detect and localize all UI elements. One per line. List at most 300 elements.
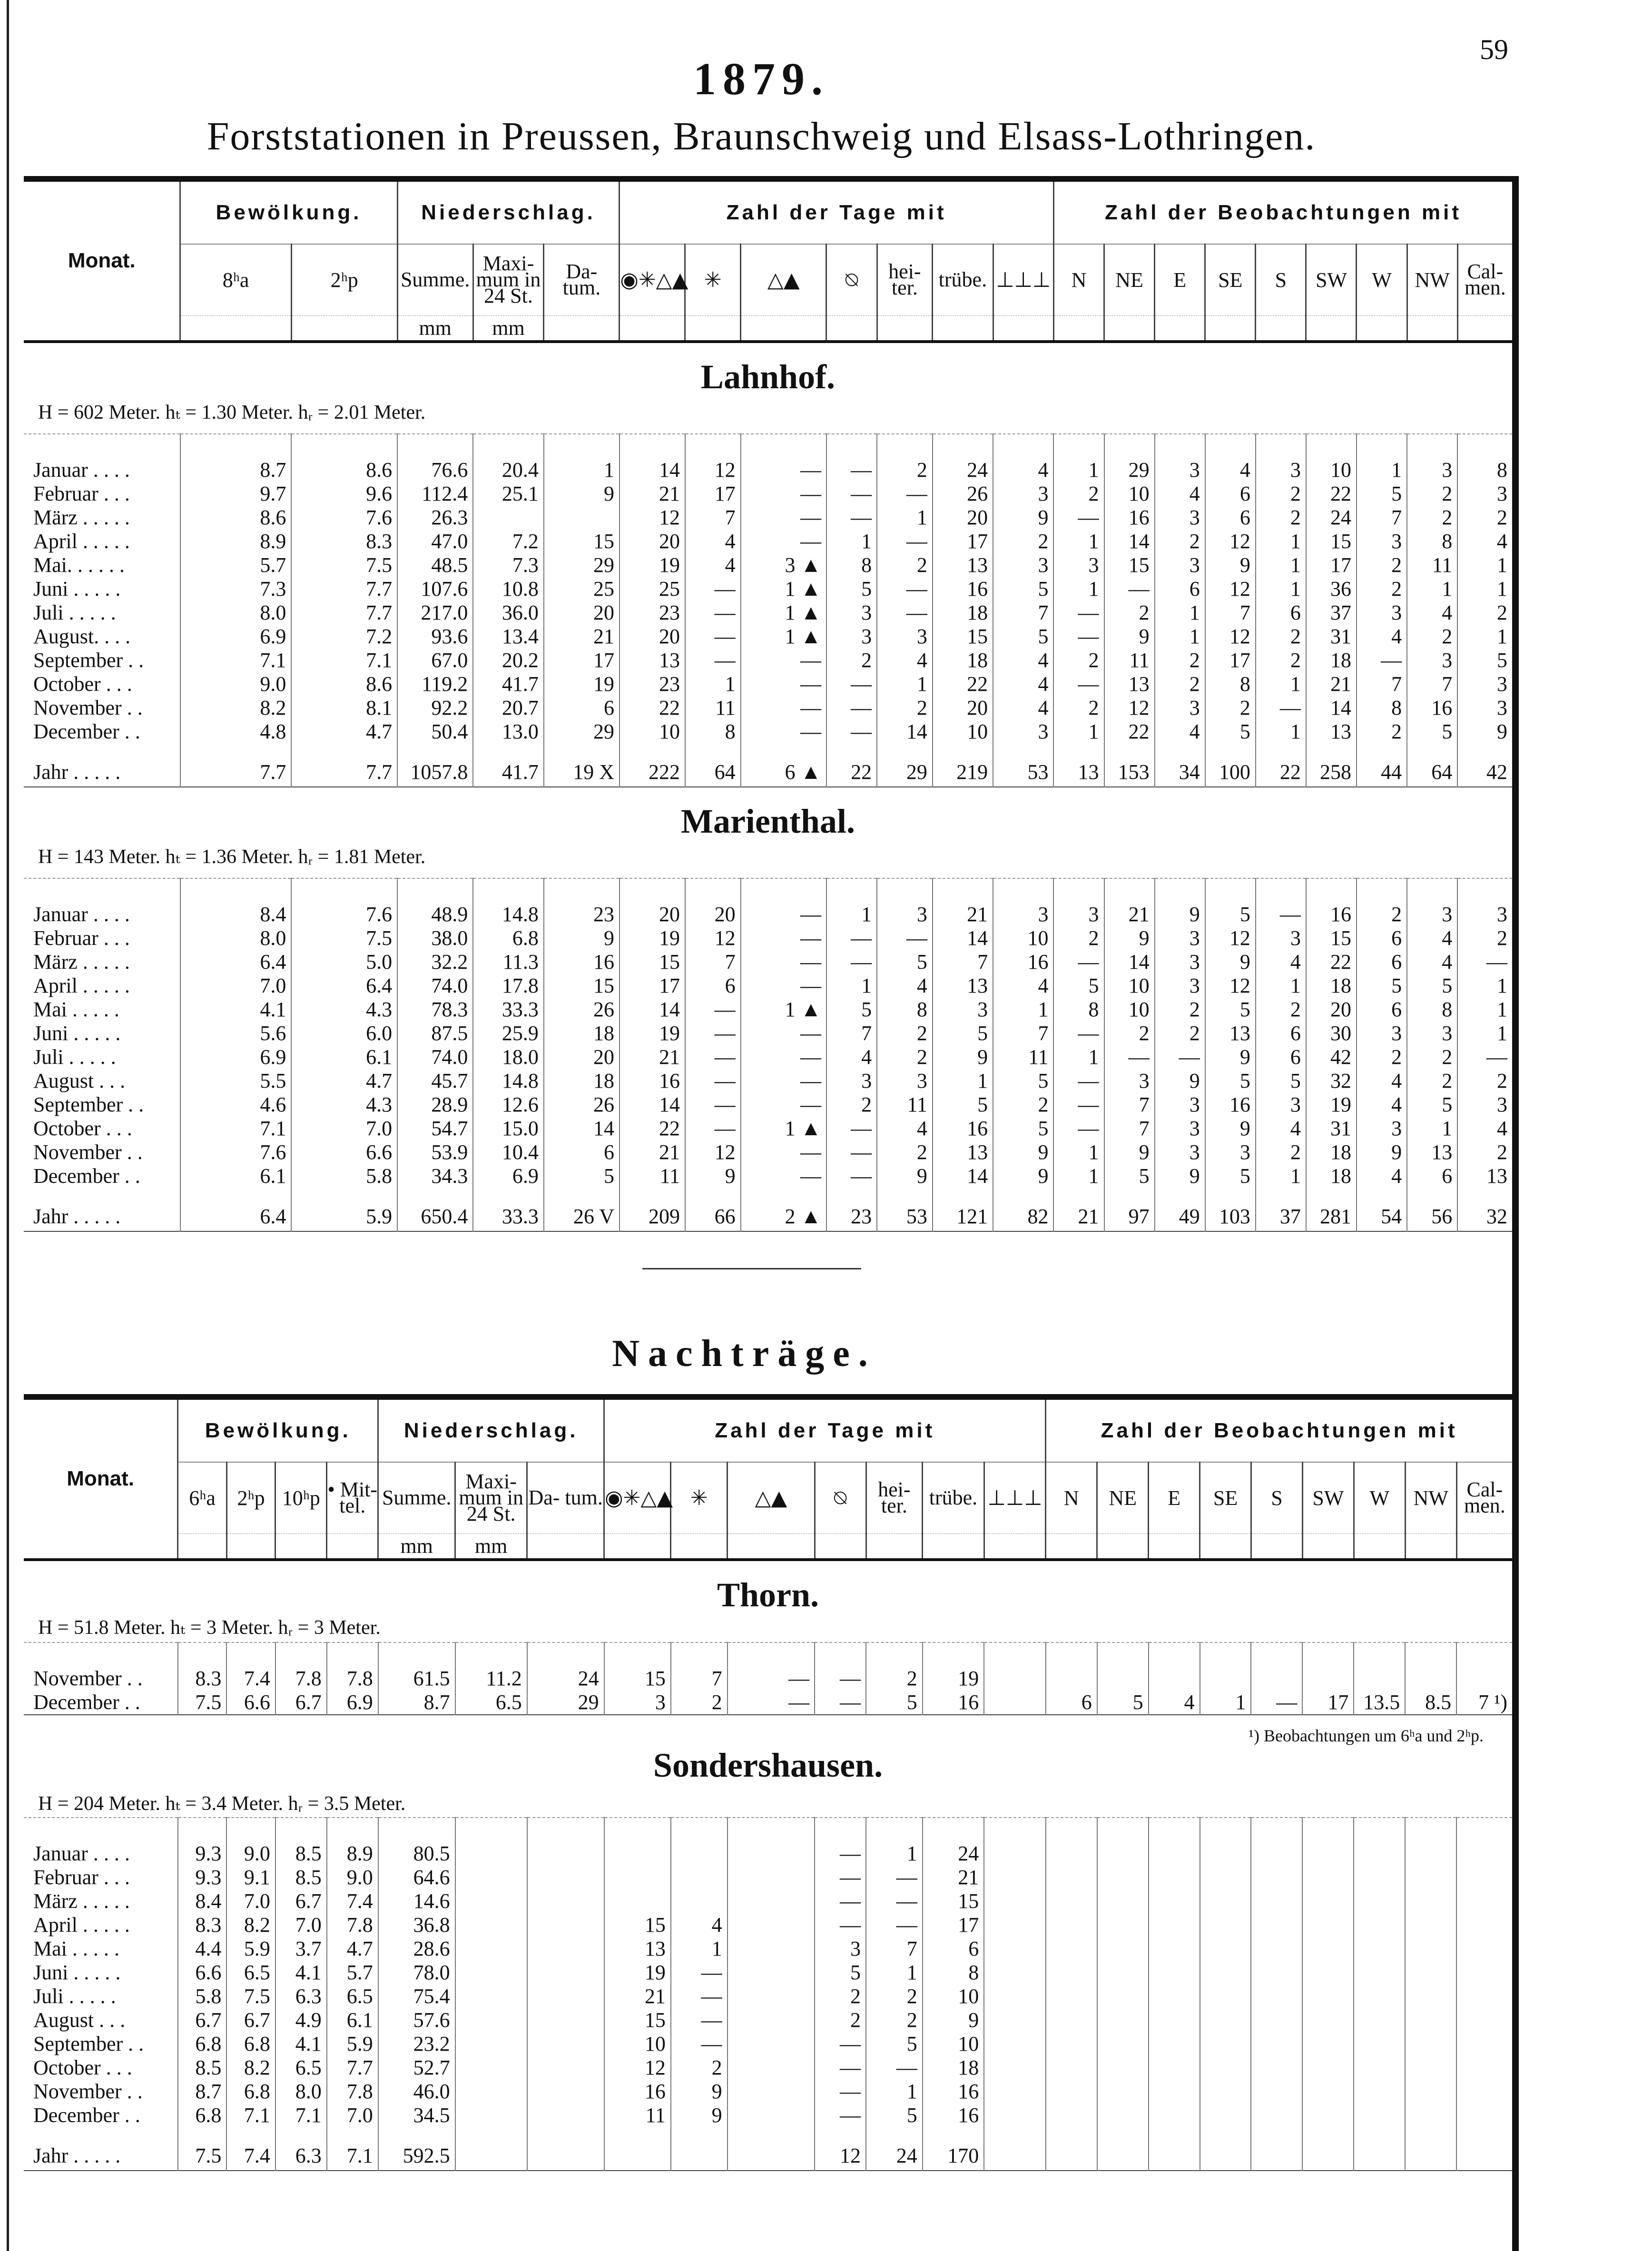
value-cell: 5 <box>993 1117 1053 1140</box>
value-cell <box>1097 1985 1149 2008</box>
value-cell: 2 <box>815 2008 866 2032</box>
value-cell: 4 <box>1256 1117 1306 1140</box>
header-wind-se: SE <box>1200 1462 1251 1533</box>
value-cell <box>728 1961 815 1985</box>
value-cell: 4.3 <box>291 1093 397 1117</box>
value-cell: 3 <box>993 553 1053 577</box>
value-cell <box>728 1866 815 1889</box>
value-cell <box>455 1866 527 1889</box>
value-cell: 1 <box>1200 1691 1251 1715</box>
value-cell: 4 <box>685 553 741 577</box>
value-cell: 3 <box>1357 601 1407 625</box>
right-border-rule <box>1512 176 1519 2251</box>
value-cell: 6.7 <box>275 1889 327 1913</box>
value-cell: 3 <box>933 998 993 1022</box>
value-cell: 1 <box>1457 998 1512 1022</box>
value-cell: 1 <box>866 1818 923 1866</box>
value-cell: 2 <box>1155 530 1205 553</box>
value-cell: 29 <box>527 1691 604 1715</box>
value-cell <box>984 2104 1046 2127</box>
value-cell: — <box>741 950 826 974</box>
value-cell: 9.3 <box>178 1818 227 1866</box>
value-cell: — <box>1053 506 1104 530</box>
value-cell: 4 <box>1256 950 1306 974</box>
value-cell: — <box>1053 1117 1104 1140</box>
value-cell: 5 <box>993 625 1053 649</box>
value-cell: 6.3 <box>275 1985 327 2008</box>
value-cell: — <box>815 1691 866 1715</box>
value-cell: 2 <box>1155 1022 1205 1045</box>
value-cell: 1 <box>1457 625 1512 649</box>
value-cell: 9 <box>923 2008 984 2032</box>
value-cell: 5 <box>877 950 933 974</box>
value-cell: 9 <box>1104 625 1155 649</box>
value-cell: 31 <box>1306 1117 1357 1140</box>
header-mittel: • Mit- tel. <box>327 1462 378 1533</box>
header-monat: Monat. <box>68 249 136 273</box>
value-cell <box>1097 1913 1149 1937</box>
value-cell: — <box>741 878 826 926</box>
value-cell: 7.5 <box>178 2127 227 2171</box>
month-cell: Mai . . . . . <box>33 997 119 1021</box>
value-cell: 7 <box>671 1642 728 1691</box>
value-cell <box>1200 1818 1251 1866</box>
value-cell: 9.0 <box>180 672 291 696</box>
unit-mm: mm <box>473 315 544 340</box>
value-cell: 1 <box>1256 530 1306 553</box>
value-cell <box>728 1937 815 1961</box>
value-cell: 2 <box>1407 506 1457 530</box>
value-cell: 3 <box>1457 482 1512 506</box>
value-cell: 26.3 <box>397 506 473 530</box>
value-cell: 15.0 <box>473 1117 544 1140</box>
value-cell: 6.6 <box>226 1691 275 1715</box>
value-cell: 23 <box>620 601 685 625</box>
value-cell: 9 <box>671 2104 728 2127</box>
value-cell: 8.5 <box>275 1818 327 1866</box>
value-cell: 4 <box>826 1045 877 1069</box>
value-cell <box>1405 2056 1456 2080</box>
value-cell <box>1046 2056 1097 2080</box>
table-row <box>24 1866 1512 1889</box>
value-cell <box>984 1937 1046 1961</box>
value-cell: — <box>866 1866 923 1889</box>
value-cell: 153 <box>1104 744 1155 787</box>
value-cell: 4 <box>1407 601 1457 625</box>
value-cell: 80.5 <box>378 1818 455 1866</box>
value-cell: — <box>685 1093 741 1117</box>
value-cell: 14.6 <box>378 1889 455 1913</box>
value-cell: 5 <box>1097 1691 1149 1715</box>
value-cell: 6.4 <box>180 1188 291 1231</box>
value-cell: 3 <box>1256 1093 1306 1117</box>
value-cell: 7.6 <box>291 506 397 530</box>
value-cell: — <box>741 1093 826 1117</box>
value-cell: 7.1 <box>275 2104 327 2127</box>
table-row <box>24 577 1512 601</box>
value-cell <box>1456 1937 1512 1961</box>
value-cell: 7.0 <box>226 1889 275 1913</box>
value-cell: 32 <box>1306 1069 1357 1093</box>
header-niederschlag: Niederschlag. <box>397 182 620 244</box>
value-cell: 8.2 <box>180 696 291 720</box>
value-cell: 7 <box>866 1937 923 1961</box>
hail-days-icon: △▲ <box>741 244 826 315</box>
value-cell: 18 <box>1306 649 1357 672</box>
value-cell: 6 <box>544 696 620 720</box>
value-cell: 5 <box>933 1022 993 1045</box>
value-cell: — <box>1104 577 1155 601</box>
value-cell: 3 <box>1155 553 1205 577</box>
value-cell: 6 <box>1357 926 1407 950</box>
value-cell: 3 <box>1457 878 1512 926</box>
table-row <box>24 649 1512 672</box>
value-cell <box>527 1937 604 1961</box>
value-cell: 3 <box>815 1937 866 1961</box>
value-cell <box>1456 1818 1512 1866</box>
value-cell: 22 <box>933 672 993 696</box>
value-cell: — <box>1256 878 1306 926</box>
value-cell <box>1097 2080 1149 2104</box>
value-cell: — <box>877 601 933 625</box>
header-wind-nw: NW <box>1405 1462 1456 1533</box>
value-cell: 5 <box>1205 1069 1256 1093</box>
value-cell: 21 <box>1104 878 1155 926</box>
value-cell: 2 <box>1407 1045 1457 1069</box>
value-cell: 74.0 <box>397 1045 473 1069</box>
value-cell: 6 <box>1205 506 1256 530</box>
value-cell: 7.5 <box>291 926 397 950</box>
value-cell: — <box>1053 950 1104 974</box>
value-cell: 32 <box>1457 1188 1512 1231</box>
month-cell: März . . . . . <box>33 1889 130 1913</box>
value-cell: 23.2 <box>378 2032 455 2056</box>
month-cell: Jahr . . . . . <box>33 760 121 784</box>
value-cell: 11 <box>604 2104 671 2127</box>
month-cell: Juli . . . . . <box>33 1045 116 1069</box>
value-cell: 5.9 <box>226 1937 275 1961</box>
value-cell <box>1354 1961 1405 1985</box>
table-row <box>24 553 1512 577</box>
value-cell: 7 <box>993 1022 1053 1045</box>
value-cell: 12.6 <box>473 1093 544 1117</box>
value-cell: 1 ▲ <box>741 625 826 649</box>
value-cell <box>1251 2104 1302 2127</box>
table-row <box>24 1937 1512 1961</box>
value-cell <box>1200 2104 1251 2127</box>
value-cell: 7.5 <box>226 1985 275 2008</box>
value-cell: 6.8 <box>178 2032 227 2056</box>
value-cell: 23 <box>544 878 620 926</box>
value-cell <box>604 1866 671 1889</box>
month-cell: Januar . . . . <box>33 458 130 482</box>
value-cell: 25.1 <box>473 482 544 506</box>
value-cell: 7 <box>993 601 1053 625</box>
value-cell: 20 <box>620 530 685 553</box>
value-cell: 10 <box>604 2032 671 2056</box>
value-cell: 3 <box>1407 434 1457 482</box>
table-row <box>24 2056 1512 2080</box>
value-cell: 3 <box>1357 530 1407 553</box>
value-cell: 8.3 <box>178 1913 227 1937</box>
value-cell: 3 <box>1256 926 1306 950</box>
value-cell: — <box>685 1117 741 1140</box>
value-cell <box>984 2080 1046 2104</box>
station-name: Marienthal. <box>681 802 855 840</box>
value-cell <box>984 1866 1046 1889</box>
value-cell: — <box>1053 601 1104 625</box>
header-6ha: 6ʰa <box>178 1462 227 1533</box>
thorn-table <box>24 1642 1512 1715</box>
value-cell: 1 <box>1457 577 1512 601</box>
value-cell: 14 <box>1104 950 1155 974</box>
value-cell <box>1251 1937 1302 1961</box>
value-cell: 20 <box>685 878 741 926</box>
value-cell <box>1149 1818 1200 1866</box>
value-cell: 16 <box>933 577 993 601</box>
value-cell <box>1302 2032 1354 2056</box>
month-cell: October . . . <box>33 1116 132 1140</box>
value-cell: — <box>741 720 826 744</box>
header-8ha: 8ʰa <box>180 244 291 315</box>
value-cell: 6 <box>1046 1691 1097 1715</box>
value-cell: 17.8 <box>473 974 544 998</box>
value-cell: — <box>815 1642 866 1691</box>
value-cell <box>1354 2056 1405 2080</box>
value-cell: — <box>741 672 826 696</box>
value-cell: 2 <box>1256 506 1306 530</box>
value-cell: 16 <box>923 1691 984 1715</box>
value-cell: 8 <box>1407 998 1457 1022</box>
table-row <box>24 720 1512 744</box>
value-cell: 57.6 <box>378 2008 455 2032</box>
value-cell: 75.4 <box>378 1985 455 2008</box>
value-cell: — <box>815 2104 866 2127</box>
value-cell: 10 <box>933 720 993 744</box>
value-cell: 22 <box>826 744 877 787</box>
header-truebe: trübe. <box>923 1462 984 1533</box>
month-cell: Februar . . . <box>33 482 130 505</box>
value-cell: 50.4 <box>397 720 473 744</box>
value-cell: 2 <box>1104 601 1155 625</box>
value-cell: 16 <box>620 1069 685 1093</box>
value-cell: 5.9 <box>327 2032 378 2056</box>
value-cell: 10 <box>1104 482 1155 506</box>
value-cell: — <box>1053 672 1104 696</box>
value-cell <box>1251 1818 1302 1866</box>
month-cell: April . . . . . <box>33 1913 130 1936</box>
header-zahl-tage: Zahl der Tage mit <box>604 1400 1046 1462</box>
month-cell: Juni . . . . . <box>33 1960 121 1984</box>
value-cell: 21 <box>1053 1188 1104 1231</box>
station-name: Sondershausen. <box>653 1746 883 1784</box>
value-cell: 2 <box>1256 1140 1306 1164</box>
value-cell: 9 <box>1357 1140 1407 1164</box>
value-cell: 6 <box>1256 1045 1306 1069</box>
table-row <box>24 672 1512 696</box>
value-cell: 14 <box>1104 530 1155 553</box>
value-cell: 16 <box>544 950 620 974</box>
value-cell: 8.3 <box>178 1642 227 1691</box>
value-cell: 14.8 <box>473 878 544 926</box>
value-cell: — <box>671 1985 728 2008</box>
snow-days-icon: ✳ <box>685 244 741 315</box>
value-cell: 1 <box>1457 1022 1512 1045</box>
value-cell: 8.6 <box>180 506 291 530</box>
value-cell <box>728 2056 815 2080</box>
value-cell: 26 V <box>544 1188 620 1231</box>
unit-mm: mm <box>397 315 473 340</box>
frost-days-icon: ⊥⊥⊥ <box>984 1462 1046 1533</box>
value-cell: 23 <box>620 672 685 696</box>
value-cell: 36 <box>1306 577 1357 601</box>
month-cell: August. . . . <box>33 624 131 648</box>
value-cell: 4.7 <box>291 1069 397 1093</box>
value-cell <box>1200 2056 1251 2080</box>
value-cell <box>527 2008 604 2032</box>
value-cell: 15 <box>544 530 620 553</box>
value-cell: 4 <box>993 434 1053 482</box>
value-cell: 21 <box>1306 672 1357 696</box>
header-truebe: trübe. <box>933 244 993 315</box>
value-cell <box>455 2104 527 2127</box>
value-cell <box>1354 1889 1405 1913</box>
value-cell: 4.3 <box>291 998 397 1022</box>
value-cell: 87.5 <box>397 1022 473 1045</box>
value-cell: 8.7 <box>178 2080 227 2104</box>
value-cell: 2 <box>993 530 1053 553</box>
value-cell: 12 <box>685 434 741 482</box>
month-cell: Februar . . . <box>33 926 130 950</box>
value-cell <box>1149 1961 1200 1985</box>
month-cell: Mai . . . . . <box>33 1936 119 1960</box>
value-cell <box>455 2127 527 2171</box>
value-cell: 1 ▲ <box>741 998 826 1022</box>
value-cell: 6.6 <box>178 1961 227 1985</box>
value-cell: 6 <box>1155 577 1205 601</box>
header-datum: Da- tum. <box>527 1462 604 1533</box>
value-cell: 3 <box>826 1069 877 1093</box>
value-cell: 5 <box>815 1961 866 1985</box>
value-cell: 7.5 <box>291 553 397 577</box>
value-cell: — <box>741 530 826 553</box>
value-cell: 4 <box>1407 950 1457 974</box>
value-cell: 12 <box>620 506 685 530</box>
value-cell: — <box>866 2056 923 2080</box>
value-cell: — <box>826 434 877 482</box>
value-cell <box>1302 1642 1354 1691</box>
value-cell: 8.5 <box>275 1866 327 1889</box>
value-cell: 20 <box>620 878 685 926</box>
value-cell: 12 <box>1205 530 1256 553</box>
value-cell <box>1405 1913 1456 1937</box>
value-cell <box>1405 2080 1456 2104</box>
value-cell: 9 <box>671 2080 728 2104</box>
value-cell <box>1456 2080 1512 2104</box>
value-cell <box>1405 1961 1456 1985</box>
total-row <box>24 1188 1512 1231</box>
value-cell <box>1354 1985 1405 2008</box>
value-cell: 6.7 <box>275 1691 327 1715</box>
value-cell: 1 <box>826 974 877 998</box>
value-cell: 8.6 <box>291 434 397 482</box>
header-10hp: 10ʰp <box>275 1462 327 1533</box>
value-cell: 3 <box>1104 1069 1155 1093</box>
value-cell: 1057.8 <box>397 744 473 787</box>
value-cell: — <box>877 926 933 950</box>
value-cell: 82 <box>993 1188 1053 1231</box>
value-cell: 16 <box>933 1117 993 1140</box>
value-cell <box>728 2104 815 2127</box>
value-cell: 15 <box>1104 553 1155 577</box>
thunder-days-icon: ⍉ <box>826 244 877 315</box>
value-cell: 4 <box>1357 1069 1407 1093</box>
value-cell: 16 <box>1205 1093 1256 1117</box>
value-cell <box>604 2127 671 2171</box>
value-cell: 53 <box>993 744 1053 787</box>
table-row <box>24 878 1512 926</box>
value-cell: 13 <box>1205 1022 1256 1045</box>
value-cell: 8.2 <box>226 2056 275 2080</box>
value-cell: 9 <box>544 482 620 506</box>
value-cell: 4.9 <box>275 2008 327 2032</box>
value-cell <box>728 1985 815 2008</box>
value-cell: 53 <box>877 1188 933 1231</box>
value-cell <box>1251 2032 1302 2056</box>
value-cell <box>1200 2080 1251 2104</box>
value-cell: 13 <box>1306 720 1357 744</box>
value-cell: 7 <box>1407 672 1457 696</box>
snow-days-icon: ✳ <box>671 1462 728 1533</box>
value-cell: 11 <box>685 696 741 720</box>
value-cell: 10 <box>1104 998 1155 1022</box>
value-cell: — <box>741 974 826 998</box>
value-cell: 3 ▲ <box>741 553 826 577</box>
header-summe: Summe. <box>378 1462 455 1533</box>
value-cell: 3 <box>1407 878 1457 926</box>
month-cell: April . . . . . <box>33 529 130 553</box>
value-cell: 12 <box>685 1140 741 1164</box>
value-cell: 3 <box>993 482 1053 506</box>
value-cell <box>1302 1818 1354 1866</box>
value-cell <box>1149 1642 1200 1691</box>
value-cell: 12 <box>1205 625 1256 649</box>
table-row <box>24 601 1512 625</box>
value-cell: 17 <box>1302 1691 1354 1715</box>
value-cell: — <box>1457 1045 1512 1069</box>
value-cell: 17 <box>923 1913 984 1937</box>
value-cell: 41.7 <box>473 744 544 787</box>
value-cell: 12 <box>1205 926 1256 950</box>
value-cell: — <box>741 1045 826 1069</box>
value-cell: 15 <box>604 1913 671 1937</box>
value-cell: 5 <box>933 1093 993 1117</box>
value-cell: 5 <box>1357 482 1407 506</box>
header-wind-e: E <box>1155 244 1205 315</box>
station-name: Lahnhof. <box>700 357 836 396</box>
value-cell: 45.7 <box>397 1069 473 1093</box>
value-cell: 3 <box>1407 1022 1457 1045</box>
value-cell: — <box>1251 1691 1302 1715</box>
value-cell: 5 <box>1407 974 1457 998</box>
value-cell: 24 <box>527 1642 604 1691</box>
value-cell <box>527 2056 604 2080</box>
value-cell: 7 <box>1357 506 1407 530</box>
value-cell: — <box>826 672 877 696</box>
value-cell <box>1200 1985 1251 2008</box>
value-cell: 258 <box>1306 744 1357 787</box>
value-cell: 1 ▲ <box>741 1117 826 1140</box>
